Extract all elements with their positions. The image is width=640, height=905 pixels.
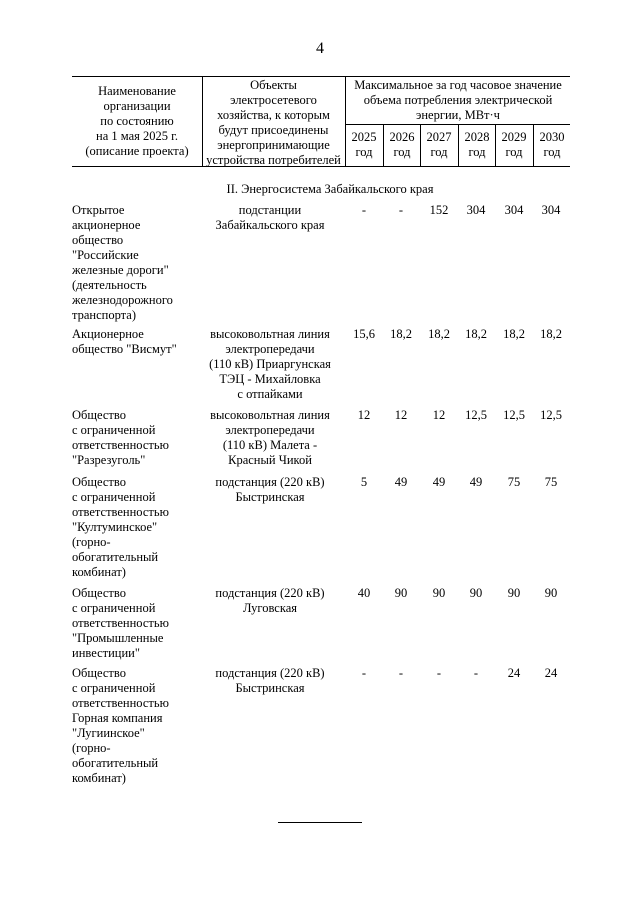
organization-cell: Акционерное общество "Висмут" [72, 327, 177, 356]
year-header: 2026 год [389, 130, 415, 159]
year-header: 2030 год [539, 130, 565, 159]
value-cell: 18,2 [503, 327, 525, 341]
header-line: хозяйства, к которым [217, 108, 330, 122]
organization-cell: Общество с ограниченной ответственностью "Култуминское" (горно- обогатительный комбинат) [72, 475, 169, 579]
value-cell: 12,5 [540, 408, 562, 422]
value-cell: 12 [357, 408, 371, 422]
value-cell: 12,5 [503, 408, 525, 422]
value-cell: 90 [432, 586, 446, 600]
header-max-consumption [346, 78, 570, 123]
header-line: энергопринимающие [217, 138, 330, 152]
value-cell: 18,2 [390, 327, 412, 341]
year-header: 2028 год [464, 130, 490, 159]
organization-cell: Общество с ограниченной ответственностью "Разрезуголь" [72, 408, 169, 467]
header-line: на 1 мая 2025 г. [96, 129, 178, 143]
object-cell: высоковольтная линия электропередачи (110 кВ) Приаргунская ТЭЦ - Михайловка с отпайками [209, 327, 331, 401]
value-cell: - [398, 203, 404, 217]
header-line: Объекты [250, 78, 297, 92]
header-organization [74, 84, 200, 159]
organization-cell: Общество с ограниченной ответственностью "Промышленные инвестиции" [72, 586, 169, 660]
header-objects [203, 78, 344, 168]
object-cell: подстанция (220 кВ) Быстринская [215, 666, 325, 695]
header-line: будут присоединены [218, 123, 329, 137]
value-cell: 5 [360, 475, 368, 489]
header-line: (описание проекта) [85, 144, 189, 158]
object-cell: подстанции Забайкальского края [215, 203, 325, 232]
value-cell: 90 [544, 586, 558, 600]
header-line: Максимальное за год часовое значение [354, 78, 562, 92]
header-line: Наименование [98, 84, 176, 98]
section-title: II. Энергосистема Забайкальского края [226, 182, 434, 196]
header-line: организации [103, 99, 171, 113]
value-cell: 24 [544, 666, 558, 680]
value-cell: 152 [429, 203, 449, 217]
year-header: 2029 год [501, 130, 527, 159]
value-cell: 49 [469, 475, 483, 489]
value-cell: - [436, 666, 442, 680]
value-cell: - [398, 666, 404, 680]
value-cell: 90 [394, 586, 408, 600]
value-cell: 12,5 [465, 408, 487, 422]
value-cell: - [361, 203, 367, 217]
value-cell: 12 [394, 408, 408, 422]
header-line: по состоянию [100, 114, 174, 128]
value-cell: - [361, 666, 367, 680]
value-cell: - [473, 666, 479, 680]
value-cell: 18,2 [540, 327, 562, 341]
object-cell: подстанция (220 кВ) Быстринская [215, 475, 325, 504]
value-cell: 49 [432, 475, 446, 489]
header-line: энергии, МВт·ч [416, 108, 500, 122]
header-line: электросетевого [230, 93, 317, 107]
value-cell: 18,2 [428, 327, 450, 341]
value-cell: 304 [541, 203, 561, 217]
value-cell: 40 [357, 586, 371, 600]
value-cell: 75 [507, 475, 521, 489]
organization-cell: Общество с ограниченной ответственностью Горная компания "Лугиинское" (горно- обогатительный комбинат) [72, 666, 169, 785]
value-cell: 12 [432, 408, 446, 422]
value-cell: 304 [504, 203, 524, 217]
value-cell: 24 [507, 666, 521, 680]
header-line: устройства потребителей [206, 153, 341, 167]
value-cell: 90 [507, 586, 521, 600]
value-cell: 75 [544, 475, 558, 489]
value-cell: 15,6 [353, 327, 375, 341]
year-header: 2025 год [351, 130, 377, 159]
header-line: объема потребления электрической [363, 93, 553, 107]
table-top-rule [72, 76, 570, 77]
value-cell: 18,2 [465, 327, 487, 341]
object-cell: высоковольтная линия электропередачи (110 кВ) Малета - Красный Чикой [210, 408, 330, 467]
value-cell: 304 [466, 203, 486, 217]
year-header: 2027 год [426, 130, 452, 159]
value-cell: 90 [469, 586, 483, 600]
object-cell: подстанция (220 кВ) Луговская [215, 586, 325, 615]
page-number: 4 [316, 40, 324, 57]
closing-rule [278, 822, 362, 823]
organization-cell: Открытое акционерное общество "Российские железные дороги" (деятельность железнодорожного транспорта) [72, 203, 173, 322]
value-cell: 49 [394, 475, 408, 489]
